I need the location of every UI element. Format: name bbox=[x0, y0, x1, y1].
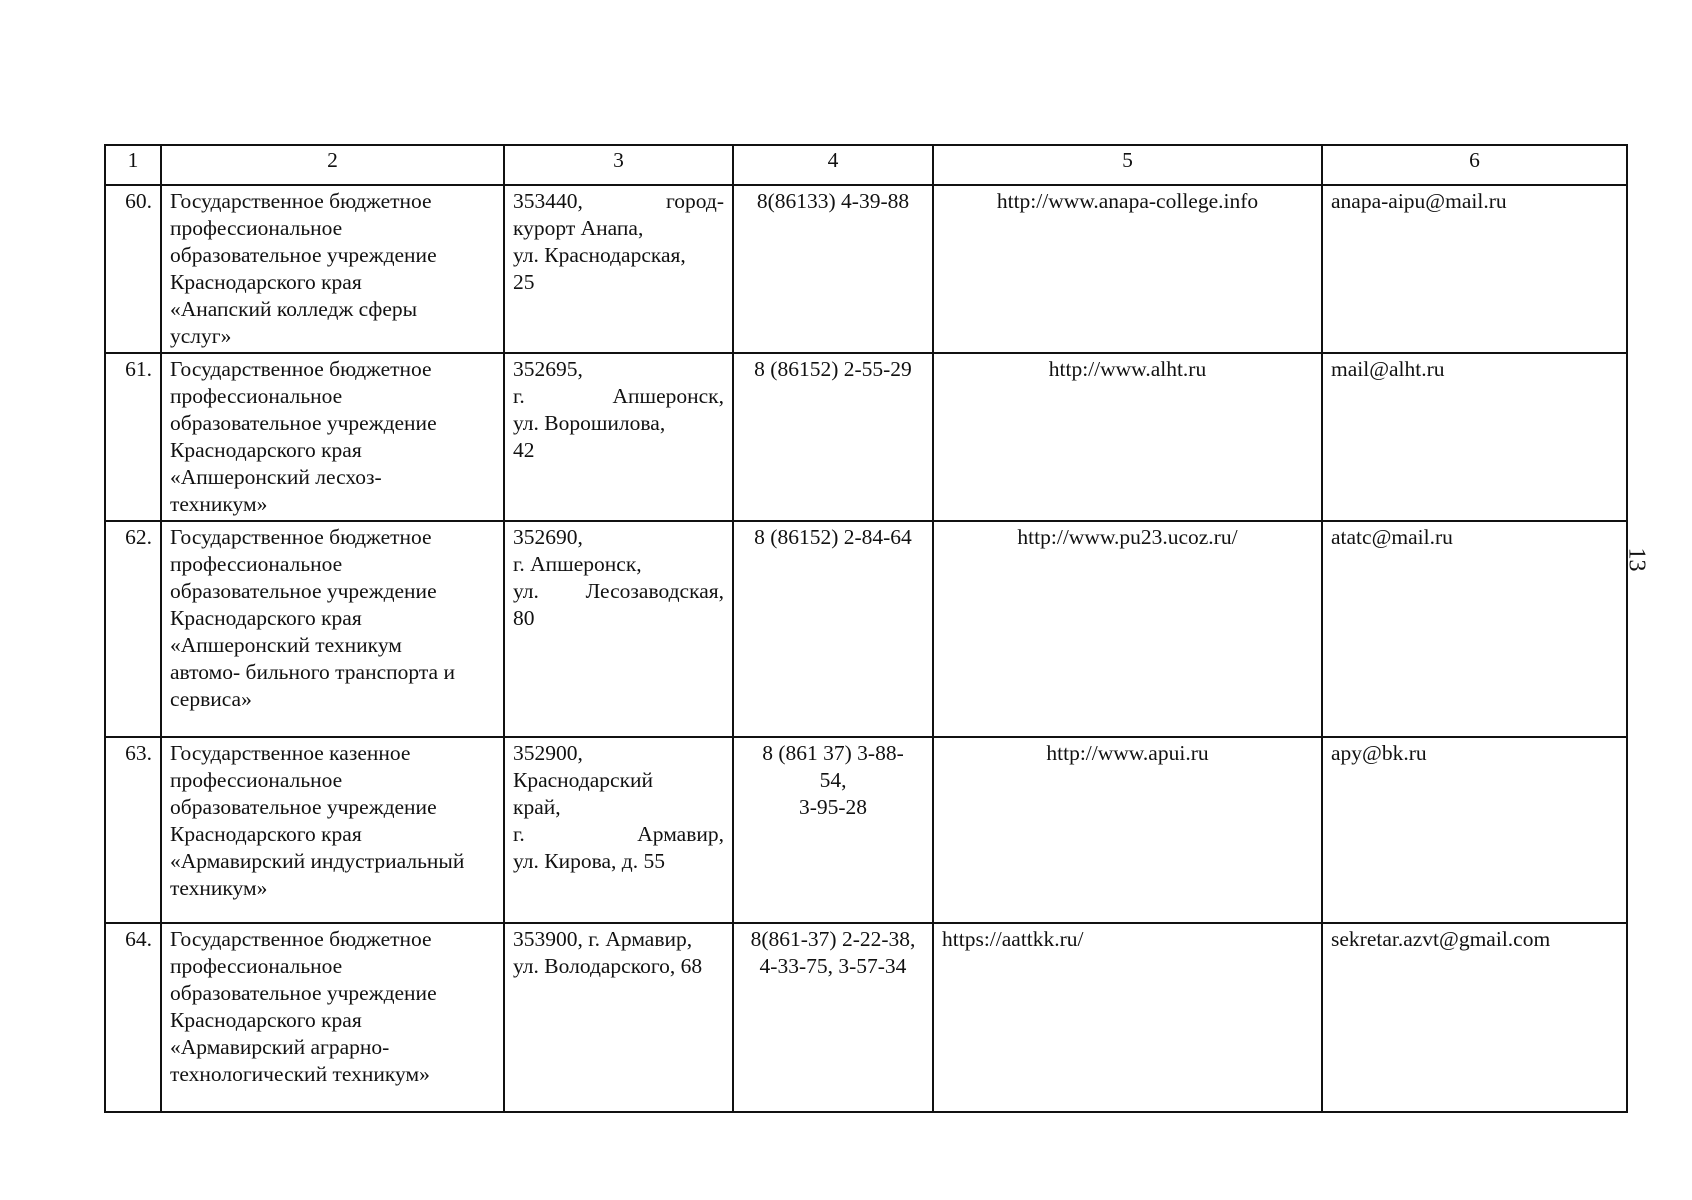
address-part: 353440, bbox=[513, 189, 583, 213]
institution-name bbox=[161, 185, 504, 353]
name-line: профессиональное bbox=[170, 954, 343, 978]
name-line: «Армавирский аграрно- bbox=[170, 1035, 390, 1059]
address-part: ул. Володарского, 68 bbox=[513, 954, 703, 978]
name-line: «Армавирский индустриальный bbox=[170, 849, 465, 873]
address bbox=[504, 185, 733, 353]
address-line bbox=[513, 437, 724, 464]
name-line: Краснодарского края bbox=[170, 438, 362, 462]
address-part: Лесозаводская, bbox=[585, 579, 724, 603]
header-cell: 1 bbox=[105, 145, 161, 185]
name-line: Государственное бюджетное bbox=[170, 357, 432, 381]
institution-name bbox=[161, 923, 504, 1112]
phone bbox=[733, 353, 933, 521]
phone-line: 54, bbox=[819, 768, 847, 792]
address bbox=[504, 923, 733, 1112]
name-line: Государственное бюджетное bbox=[170, 189, 432, 213]
row-number: 60. bbox=[105, 185, 161, 353]
address-part: 42 bbox=[513, 438, 535, 462]
name-line: техникум» bbox=[170, 492, 268, 516]
address-line bbox=[513, 188, 724, 215]
address-part: ул. Кирова, д. 55 bbox=[513, 849, 665, 873]
address-line bbox=[513, 551, 724, 578]
name-line: Краснодарского края bbox=[170, 270, 362, 294]
name-line: технологический техникум» bbox=[170, 1062, 430, 1086]
institutions-table bbox=[104, 144, 1628, 1113]
name-line: сервиса» bbox=[170, 687, 252, 711]
institution-name bbox=[161, 737, 504, 923]
address-part: г. Апшеронск, bbox=[513, 552, 642, 576]
table-row bbox=[105, 737, 1627, 923]
address-part: Армавир, bbox=[637, 822, 724, 846]
address-part: край, bbox=[513, 795, 561, 819]
name-line: образовательное учреждение bbox=[170, 579, 437, 603]
name-line: услуг» bbox=[170, 324, 232, 348]
phone-line: 4-33-75, 3-57-34 bbox=[759, 954, 907, 978]
address-line bbox=[513, 215, 724, 242]
name-line: техникум» bbox=[170, 876, 268, 900]
phone bbox=[733, 923, 933, 1112]
address-part: ул. Краснодарская, bbox=[513, 243, 686, 267]
table-row bbox=[105, 521, 1627, 737]
name-line: Краснодарского края bbox=[170, 1008, 362, 1032]
table-body bbox=[105, 185, 1627, 1112]
email-link[interactable]: atatc@mail.ru bbox=[1322, 521, 1627, 737]
address-part: Апшеронск, bbox=[612, 384, 724, 408]
name-line: профессиональное bbox=[170, 768, 343, 792]
address-line bbox=[513, 269, 724, 296]
phone-line: 8 (86152) 2-84-64 bbox=[754, 525, 912, 549]
phone-line: 8(86133) 4-39-88 bbox=[756, 189, 910, 213]
row-number: 61. bbox=[105, 353, 161, 521]
address-part: 80 bbox=[513, 606, 535, 630]
address-line bbox=[513, 740, 724, 767]
institution-name bbox=[161, 353, 504, 521]
name-line: «Апшеронский техникум bbox=[170, 633, 402, 657]
page-number: 13 bbox=[1623, 547, 1650, 572]
header-cell: 2 bbox=[161, 145, 504, 185]
address-line bbox=[513, 578, 724, 605]
address-part: ул. bbox=[513, 579, 539, 603]
phone-line: 8 (86152) 2-55-29 bbox=[754, 357, 912, 381]
name-line: профессиональное bbox=[170, 552, 343, 576]
email-link[interactable]: anapa-aipu@mail.ru bbox=[1322, 185, 1627, 353]
phone-line: 8(861-37) 2-22-38, bbox=[750, 927, 916, 951]
website-link[interactable]: https://aattkk.ru/ bbox=[933, 923, 1322, 1112]
website-link[interactable]: http://www.apui.ru bbox=[933, 737, 1322, 923]
name-line: Государственное бюджетное bbox=[170, 927, 432, 951]
table-row bbox=[105, 923, 1627, 1112]
name-line: Государственное бюджетное bbox=[170, 525, 432, 549]
phone bbox=[733, 737, 933, 923]
address-part: 352690, bbox=[513, 525, 583, 549]
address-line bbox=[513, 524, 724, 551]
header-row bbox=[105, 145, 1627, 185]
address-line bbox=[513, 953, 724, 980]
name-line: автомо- бильного транспорта и bbox=[170, 660, 455, 684]
name-line: образовательное учреждение bbox=[170, 795, 437, 819]
name-line: профессиональное bbox=[170, 216, 343, 240]
website-link[interactable]: http://www.anapa-college.info bbox=[933, 185, 1322, 353]
address-part: ул. Ворошилова, bbox=[513, 411, 666, 435]
header-cell: 3 bbox=[504, 145, 733, 185]
address-part: 352695, bbox=[513, 357, 583, 381]
header-cell: 5 bbox=[933, 145, 1322, 185]
email-link[interactable]: apy@bk.ru bbox=[1322, 737, 1627, 923]
address-line bbox=[513, 926, 724, 953]
address-part: Краснодарский bbox=[513, 768, 654, 792]
name-line: образовательное учреждение bbox=[170, 981, 437, 1005]
address-line bbox=[513, 242, 724, 269]
phone-line: 8 (861 37) 3-88- bbox=[762, 741, 904, 765]
address bbox=[504, 521, 733, 737]
name-line: образовательное учреждение bbox=[170, 243, 437, 267]
address-part: 353900, г. Армавир, bbox=[513, 927, 693, 951]
row-number: 64. bbox=[105, 923, 161, 1112]
website-link[interactable]: http://www.pu23.ucoz.ru/ bbox=[933, 521, 1322, 737]
name-line: «Апшеронский лесхоз- bbox=[170, 465, 382, 489]
name-line: профессиональное bbox=[170, 384, 343, 408]
name-line: Краснодарского края bbox=[170, 822, 362, 846]
phone bbox=[733, 185, 933, 353]
address-part: 352900, bbox=[513, 741, 583, 765]
institution-name bbox=[161, 521, 504, 737]
phone bbox=[733, 521, 933, 737]
address bbox=[504, 737, 733, 923]
header-cell: 6 bbox=[1322, 145, 1627, 185]
row-number: 63. bbox=[105, 737, 161, 923]
address-part: г. bbox=[513, 384, 525, 408]
name-line: «Анапский колледж сферы bbox=[170, 297, 418, 321]
name-line: Краснодарского края bbox=[170, 606, 362, 630]
email-link[interactable]: mail@alht.ru bbox=[1322, 353, 1627, 521]
address-part: курорт Анапа, bbox=[513, 216, 644, 240]
address-line bbox=[513, 383, 724, 410]
address-line bbox=[513, 605, 724, 632]
address-line bbox=[513, 356, 724, 383]
row-number: 62. bbox=[105, 521, 161, 737]
address-line bbox=[513, 821, 724, 848]
table-row bbox=[105, 185, 1627, 353]
name-line: образовательное учреждение bbox=[170, 411, 437, 435]
address-part: 25 bbox=[513, 270, 535, 294]
address-line bbox=[513, 767, 724, 794]
name-line: Государственное казенное bbox=[170, 741, 411, 765]
email-link[interactable]: sekretar.azvt@gmail.com bbox=[1322, 923, 1627, 1112]
address-line bbox=[513, 848, 724, 875]
table-row bbox=[105, 353, 1627, 521]
address-line bbox=[513, 410, 724, 437]
website-link[interactable]: http://www.alht.ru bbox=[933, 353, 1322, 521]
address-part: город- bbox=[665, 189, 724, 213]
address-line bbox=[513, 794, 724, 821]
address bbox=[504, 353, 733, 521]
phone-line: 3-95-28 bbox=[798, 795, 868, 819]
header-cell: 4 bbox=[733, 145, 933, 185]
address-part: г. bbox=[513, 822, 525, 846]
